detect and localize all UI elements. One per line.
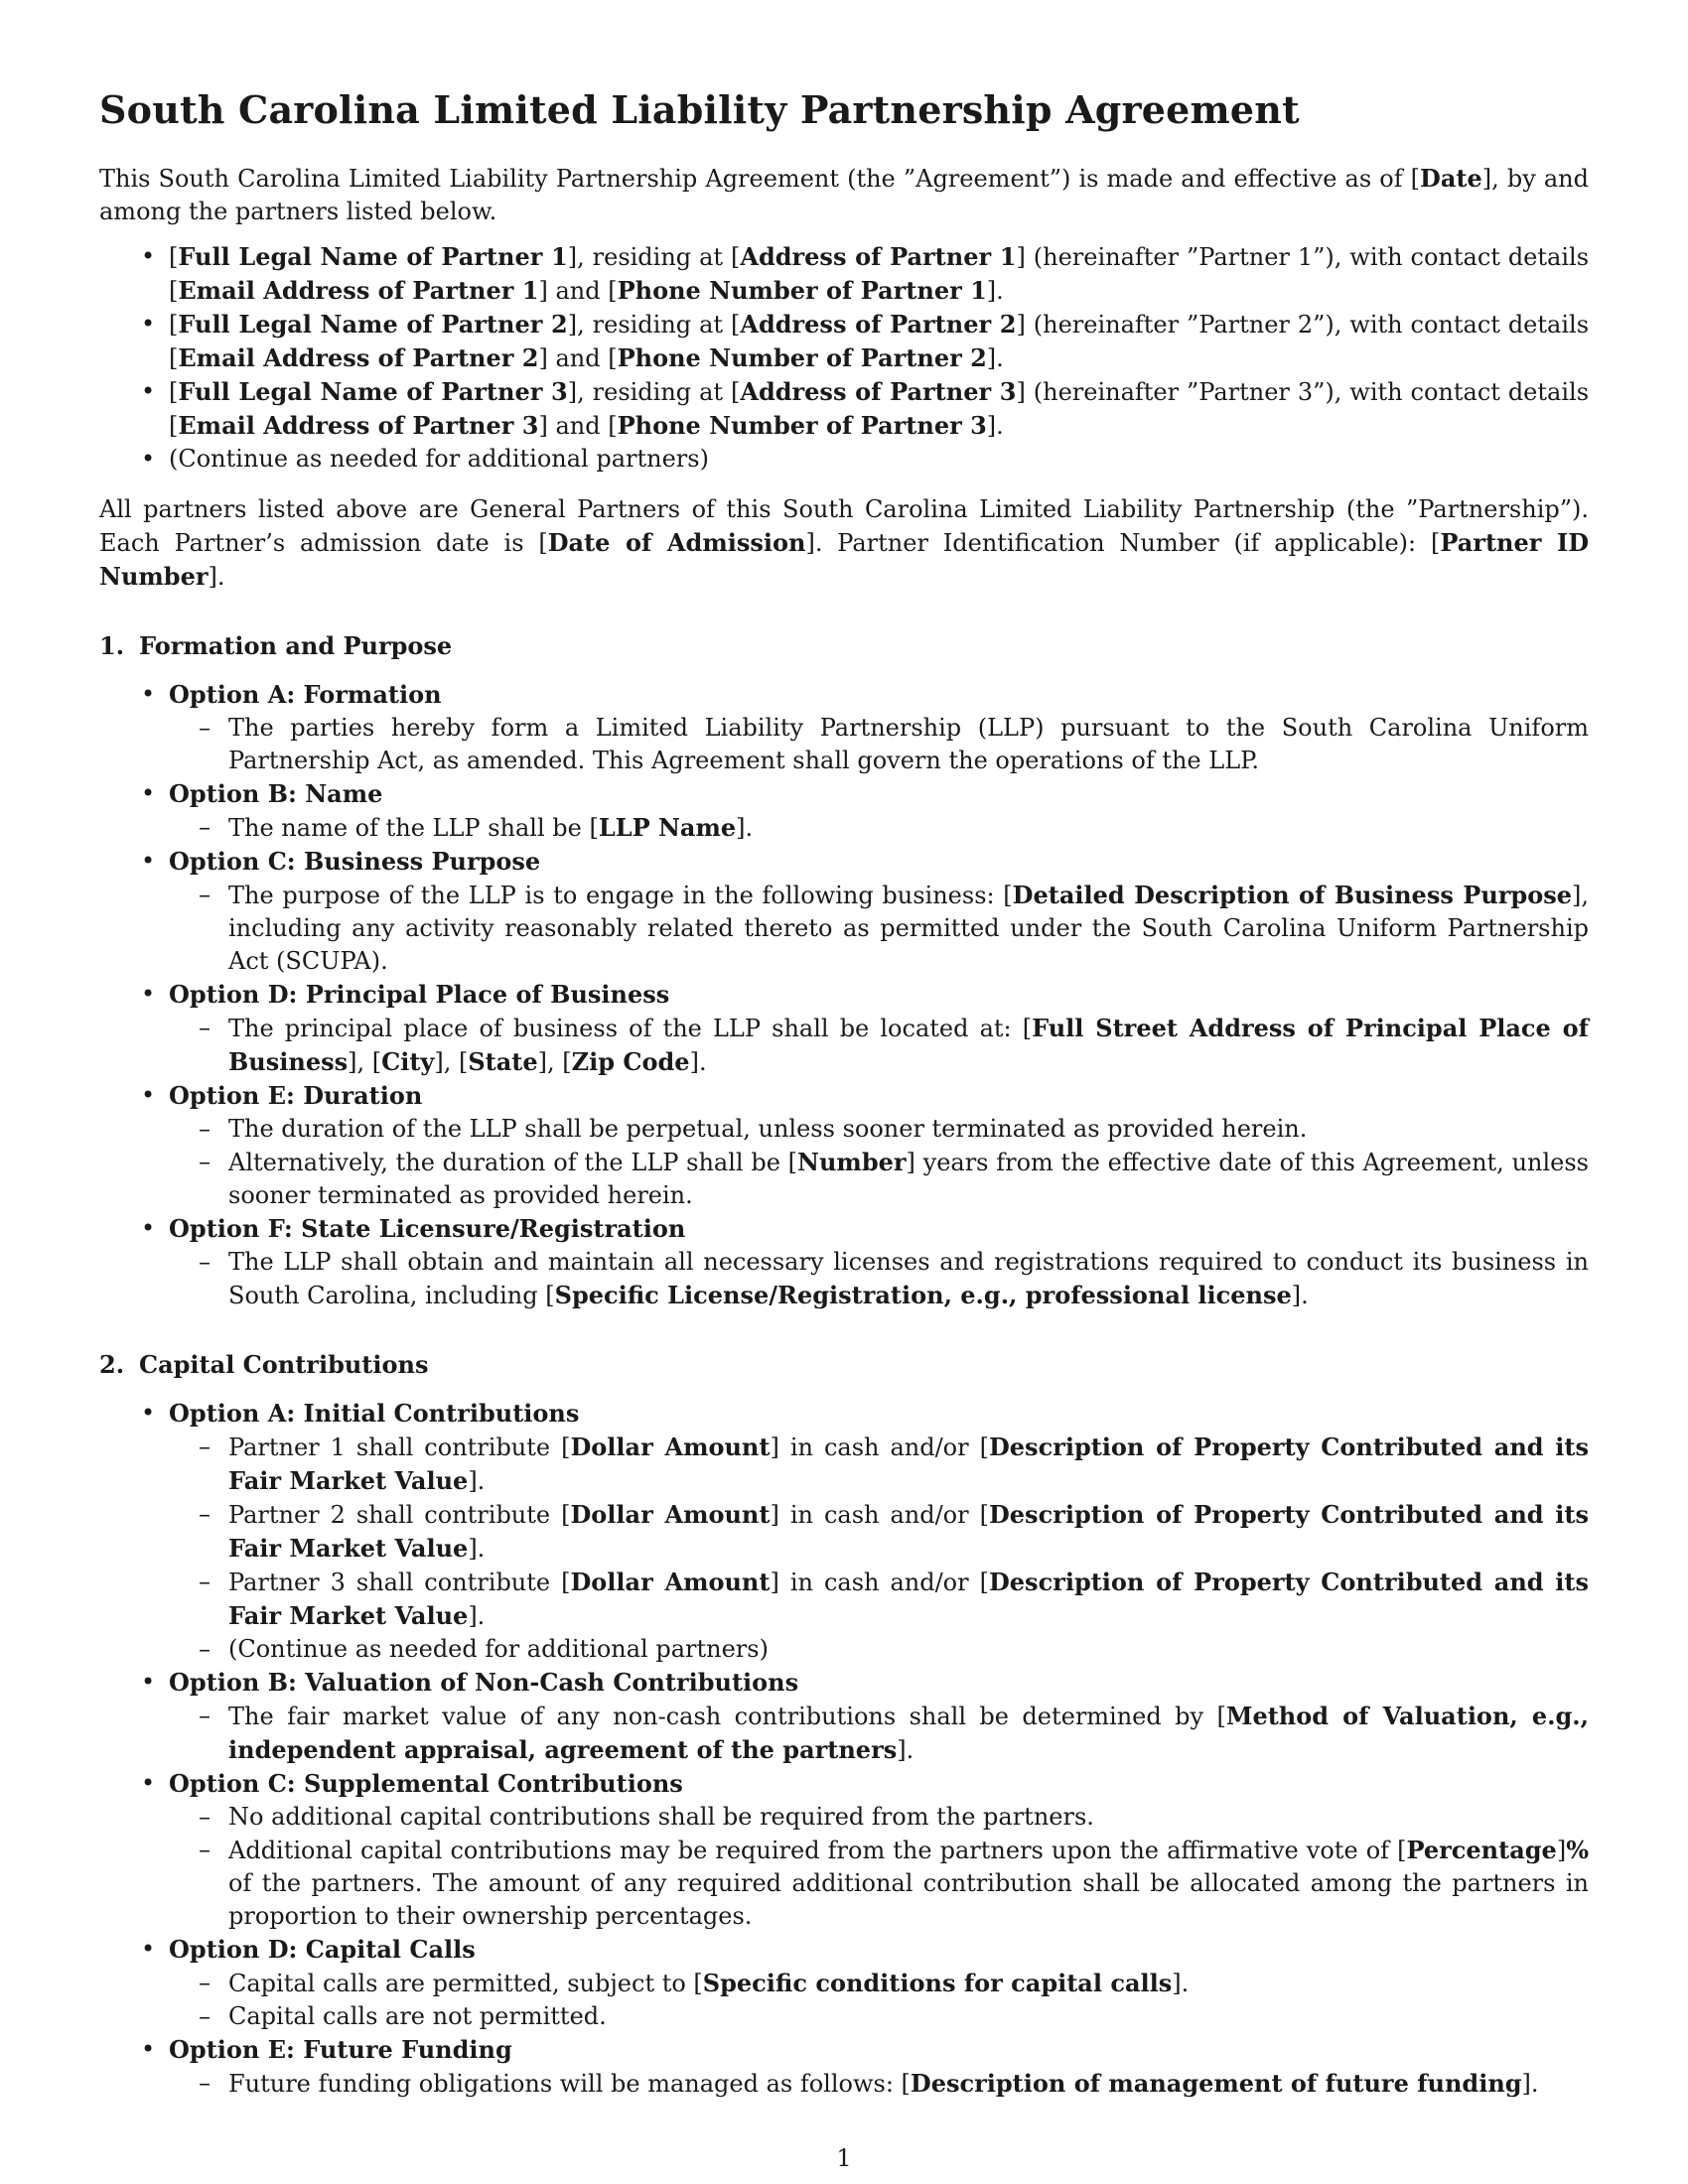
- text: Alternatively, the duration of the LLP shall be [: [228, 1149, 798, 1176]
- text: ].: [468, 1535, 486, 1563]
- option-title: Option A: Initial Contributions: [169, 1399, 580, 1428]
- text: ] (hereinafter ”Partner 2”), with contact details [: [169, 311, 1590, 372]
- text: The purpose of the LLP is to engage in the following business: [: [228, 882, 1013, 909]
- text: ] in cash and/or [: [770, 1433, 989, 1461]
- option-item: [99, 1767, 1589, 1933]
- option-title: Option D: Capital Calls: [169, 1935, 476, 1964]
- page-number: 1: [836, 2144, 852, 2172]
- text: ].: [897, 1736, 914, 1764]
- partner-email: Email Address of Partner 1: [178, 276, 539, 305]
- option-item: [99, 678, 1589, 777]
- partner-email: Email Address of Partner 2: [178, 343, 539, 372]
- text: ], [: [434, 1048, 469, 1076]
- partner-address: Address of Partner 2: [740, 310, 1017, 339]
- option-title: Option A: Formation: [169, 680, 442, 709]
- text: ] in cash and/or [: [770, 1501, 989, 1529]
- text: ] years from the effective date of this Agreement, unless sooner terminated as provided herein.: [228, 1149, 1589, 1209]
- placeholder: Dollar Amount: [570, 1433, 771, 1461]
- section-number: 1.: [99, 631, 125, 660]
- text: ].: [208, 563, 225, 591]
- intro-text-end: ], by and among the partners listed below.: [99, 165, 1589, 225]
- section-heading-2: [99, 1348, 1589, 1381]
- text: ]. Partner Identification Number (if applicable): [: [805, 529, 1441, 557]
- text: ].: [986, 277, 1004, 305]
- text: ]: [1556, 1837, 1567, 1864]
- text: Partner 2 shall contribute [: [228, 1501, 571, 1529]
- text: ].: [468, 1602, 486, 1630]
- partner-name: Full Legal Name of Partner 3: [178, 377, 568, 406]
- partner-name: Full Legal Name of Partner 1: [178, 242, 568, 271]
- section-2-options: [99, 1397, 1589, 2101]
- placeholder: Dollar Amount: [570, 1500, 771, 1529]
- option-clauses: [169, 1113, 1589, 1212]
- option-clauses: [169, 811, 1589, 845]
- text: ] in cash and/or [: [770, 1569, 989, 1596]
- partner-address: Address of Partner 3: [740, 377, 1017, 406]
- section-heading-1: [99, 629, 1589, 662]
- option-clauses: [169, 2067, 1589, 2101]
- option-clauses: [169, 1246, 1589, 1312]
- date-placeholder: Date: [1420, 164, 1482, 193]
- text: ], [: [537, 1048, 572, 1076]
- placeholder: Dollar Amount: [570, 1568, 771, 1596]
- text: ] and [: [538, 277, 618, 305]
- text: ] (hereinafter ”Partner 1”), with contact details [: [169, 243, 1590, 305]
- clause: – The duration of the LLP shall be perpetual, unless sooner terminated as provided herein.: [169, 1113, 1589, 1146]
- text: ] and [: [538, 344, 618, 372]
- partner-id-placeholder: Partner ID Number: [99, 528, 1590, 591]
- section-1-options: [99, 678, 1589, 1312]
- placeholder: Specific conditions for capital calls: [702, 1969, 1173, 1997]
- text: ], including any activity reasonably related thereto as permitted under the South Carolina Uniform Partnership Act (SCUPA).: [228, 882, 1589, 975]
- placeholder: State: [468, 1047, 538, 1076]
- general-partners-paragraph: [99, 493, 1589, 594]
- clause: – No additional capital contributions shall be required from the partners.: [169, 1801, 1589, 1834]
- placeholder: Method of Valuation, e.g., independent appraisal, agreement of the partners: [228, 1702, 1589, 1764]
- clause: [169, 1566, 1589, 1633]
- option-item: [99, 2033, 1589, 2101]
- clause: – (Continue as needed for additional partners): [169, 1633, 1589, 1666]
- placeholder: Percentage: [1406, 1836, 1557, 1864]
- placeholder: Description of Property Contributed and its Fair Market Value: [228, 1500, 1589, 1563]
- text: ] and [: [538, 412, 618, 440]
- text: The LLP shall obtain and maintain all necessary licenses and registrations required to conduct its business in South Carolina, including [: [228, 1248, 1589, 1309]
- placeholder: Specific License/Registration, e.g., professional license: [554, 1281, 1292, 1309]
- clause: [169, 1146, 1589, 1212]
- option-item: [99, 1666, 1589, 1767]
- clause: [169, 1967, 1589, 2000]
- intro-text: This South Carolina Limited Liability Partnership Agreement (the ”Agreement”) is made and effective as of [: [99, 165, 1421, 193]
- option-item: [99, 1079, 1589, 1212]
- placeholder: Detailed Description of Business Purpose: [1012, 881, 1572, 909]
- text: Additional capital contributions may be required from the partners upon the affirmative vote of [: [228, 1837, 1407, 1864]
- option-clauses: [169, 1012, 1589, 1079]
- text: Capital calls are permitted, subject to [: [228, 1970, 703, 1997]
- partner-list: [99, 240, 1589, 476]
- text: ].: [736, 814, 754, 842]
- option-title: Option D: Principal Place of Business: [169, 980, 670, 1009]
- text: ] (hereinafter ”Partner 3”), with contact details [: [169, 378, 1590, 440]
- text: ].: [1521, 2070, 1539, 2098]
- clause: [169, 1431, 1589, 1498]
- clause: [169, 811, 1589, 845]
- text: ], residing at [: [567, 243, 741, 271]
- section-title: Formation and Purpose: [139, 631, 453, 660]
- option-item: [99, 845, 1589, 978]
- option-title: Option C: Business Purpose: [169, 847, 541, 876]
- text: The name of the LLP shall be [: [228, 814, 599, 842]
- option-title: Option B: Valuation of Non-Cash Contributions: [169, 1668, 799, 1697]
- option-clauses: [169, 1700, 1589, 1767]
- partner-email: Email Address of Partner 3: [178, 411, 539, 440]
- clause: [169, 2067, 1589, 2101]
- placeholder: Description of Property Contributed and its Fair Market Value: [228, 1568, 1589, 1630]
- placeholder: Full Street Address of Principal Place of Business: [228, 1014, 1589, 1076]
- text: ].: [468, 1467, 486, 1495]
- text: All partners listed above are General Partners of this South Carolina Limited Liability Partnership (the ”Partnership”). Each Partner’s admission date is [: [99, 495, 1589, 557]
- document-title: South Carolina Limited Liability Partnership Agreement: [99, 87, 1300, 132]
- text: ].: [986, 412, 1004, 440]
- clause: – Capital calls are not permitted.: [169, 2000, 1589, 2033]
- text: Future funding obligations will be managed as follows: [: [228, 2070, 911, 2098]
- placeholder: Number: [797, 1148, 907, 1176]
- placeholder: City: [381, 1047, 435, 1076]
- text: The fair market value of any non-cash contributions shall be determined by [: [228, 1703, 1226, 1730]
- text: ].: [986, 344, 1004, 372]
- placeholder: Description of Property Contributed and its Fair Market Value: [228, 1433, 1589, 1495]
- text: ].: [1291, 1282, 1309, 1309]
- text: Partner 1 shall contribute [: [228, 1433, 571, 1461]
- partner-phone: Phone Number of Partner 2: [617, 343, 987, 372]
- intro-paragraph: [99, 162, 1589, 228]
- text: ].: [689, 1048, 707, 1076]
- section-number: 2.: [99, 1350, 125, 1379]
- clause: – The parties hereby form a Limited Liability Partnership (LLP) pursuant to the South Carolina Uniform Partnership Act, as amended. This Agreement shall govern the operations of the LLP.: [169, 712, 1589, 777]
- option-clauses: [169, 1431, 1589, 1666]
- text: Partner 3 shall contribute [: [228, 1569, 571, 1596]
- placeholder: LLP Name: [598, 813, 737, 842]
- option-clauses: [169, 712, 1589, 777]
- option-clauses: [169, 879, 1589, 978]
- placeholder: Zip Code: [571, 1047, 690, 1076]
- clause: [169, 1498, 1589, 1566]
- clause: [169, 1012, 1589, 1079]
- option-title: Option F: State Licensure/Registration: [169, 1214, 686, 1243]
- partner-item: • [Full Legal Name of Partner 2], residing at [Address of Partner 2] (hereinafter ”Partner 2”), with contact details [Email Address of Partner 2] and [Phone Number of Partner 2].: [99, 308, 1589, 375]
- clause: [169, 1700, 1589, 1767]
- clause: [169, 1246, 1589, 1312]
- option-item: [99, 777, 1589, 845]
- option-item: [99, 1397, 1589, 1666]
- section-title: Capital Contributions: [139, 1350, 429, 1379]
- text: The principal place of business of the LLP shall be located at: [: [228, 1015, 1033, 1042]
- text: of the partners. The amount of any required additional contribution shall be allocated among the partners in proportion to their ownership percentages.: [228, 1869, 1589, 1930]
- admission-date-placeholder: Date of Admission: [547, 528, 806, 557]
- partner-name: Full Legal Name of Partner 2: [178, 310, 568, 339]
- document-page: [99, 87, 1589, 2101]
- option-clauses: [169, 1801, 1589, 1933]
- text: ].: [1172, 1970, 1190, 1997]
- partner-phone: Phone Number of Partner 3: [617, 411, 987, 440]
- option-item: [99, 1933, 1589, 2033]
- placeholder: Description of management of future funding: [910, 2069, 1522, 2098]
- partner-item: • [Full Legal Name of Partner 1], residing at [Address of Partner 1] (hereinafter ”Partner 1”), with contact details [Email Address of Partner 1] and [Phone Number of Partner 1].: [99, 240, 1589, 308]
- text: ], residing at [: [567, 311, 741, 339]
- option-item: [99, 1212, 1589, 1312]
- text: ], [: [348, 1048, 382, 1076]
- option-title: Option C: Supplemental Contributions: [169, 1769, 683, 1798]
- partner-address: Address of Partner 1: [740, 242, 1017, 271]
- placeholder: %: [1566, 1836, 1589, 1864]
- partner-phone: Phone Number of Partner 1: [617, 276, 987, 305]
- option-title: Option B: Name: [169, 779, 383, 808]
- option-clauses: [169, 1967, 1589, 2033]
- clause: [169, 1834, 1589, 1933]
- option-title: Option E: Future Funding: [169, 2035, 512, 2064]
- option-item: [99, 978, 1589, 1079]
- option-title: Option E: Duration: [169, 1081, 423, 1110]
- partner-item: • [Full Legal Name of Partner 3], residing at [Address of Partner 3] (hereinafter ”Partner 3”), with contact details [Email Address of Partner 3] and [Phone Number of Partner 3].: [99, 375, 1589, 443]
- text: ], residing at [: [567, 378, 741, 406]
- partner-item-more: • (Continue as needed for additional partners): [99, 443, 1589, 476]
- clause: [169, 879, 1589, 978]
